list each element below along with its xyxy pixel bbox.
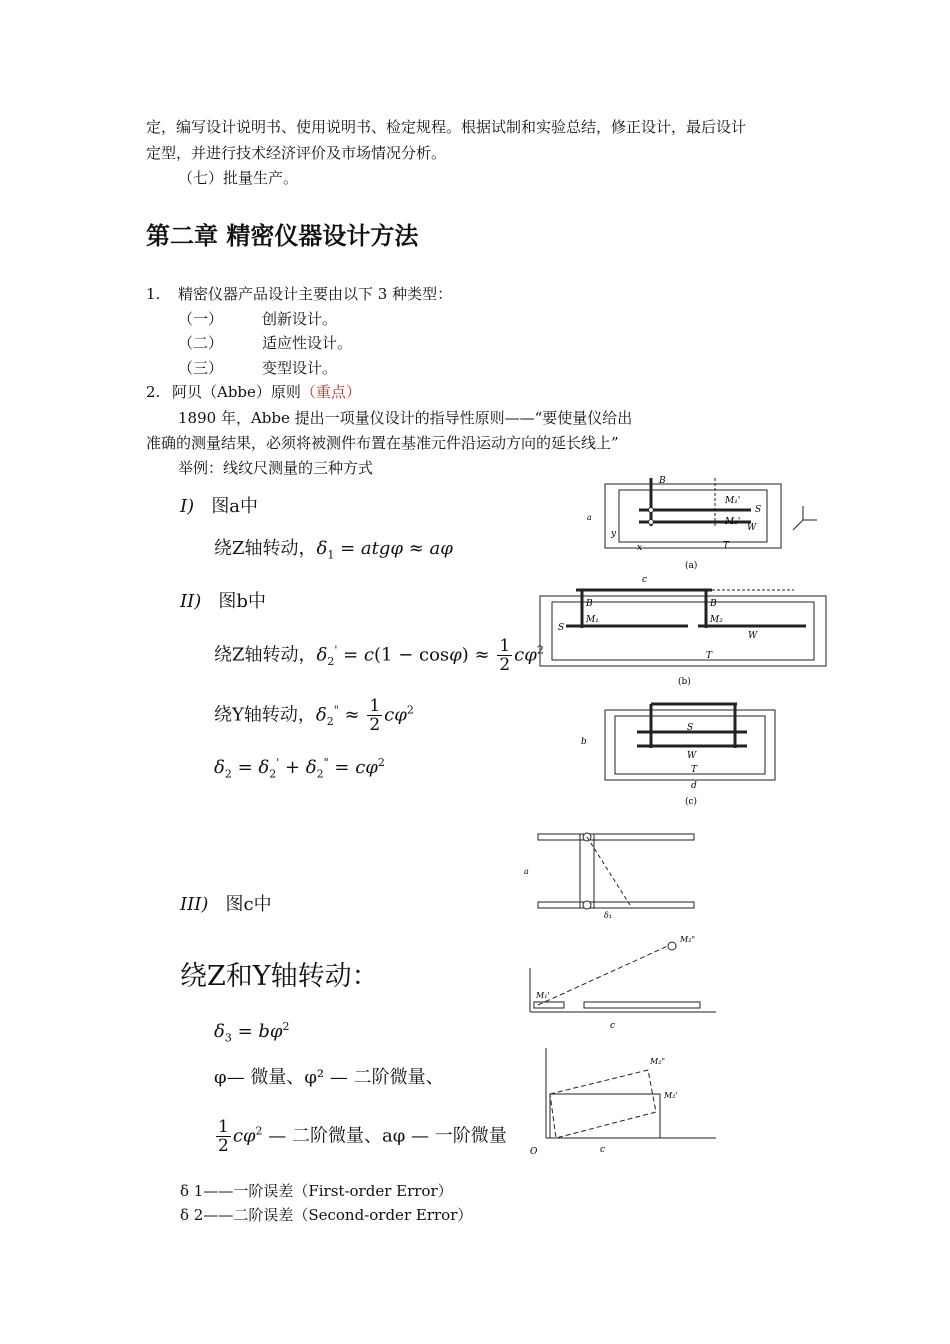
section1-text: 精密仪器产品设计主要由以下 3 种类型：	[178, 285, 453, 303]
case-2-rotation-y: 绕Y轴转动，	[214, 704, 316, 726]
section2-number: 2.	[146, 383, 161, 401]
case-2-heading	[180, 590, 266, 614]
intro-line-2: 定型，并进行技术经济评价及市场情况分析。	[146, 144, 447, 162]
figure-a	[575, 472, 835, 572]
figure-iii-bot-rotated	[550, 1070, 656, 1138]
case-3-title: 图c中	[225, 894, 272, 915]
abbe-paragraph-2: 准确的测量结果，必须将被测件布置在基准元件沿运动方向的延长线上”	[146, 434, 619, 452]
figure-iii-bot-label-m2p: M₂'	[664, 1091, 678, 1100]
list-item-num: （二）	[178, 334, 224, 352]
section1-number: 1.	[146, 285, 161, 303]
description-line-1: φ— 微量、φ² — 二阶微量、	[214, 1067, 444, 1088]
description-line-2-text: — 二阶微量、aφ — 一阶微量	[268, 1125, 507, 1147]
figure-a-label-y: y	[611, 529, 617, 539]
figure-b-label-w: W	[748, 631, 758, 641]
figure-iii-bot-label-m2pp: M₂"	[650, 1057, 666, 1066]
figure-b-label-m2: M₂	[710, 615, 723, 625]
figure-a-label-x: x	[637, 543, 643, 553]
figure-a-point-m2	[649, 520, 654, 525]
figure-iii-bot-label-c: c	[600, 1145, 606, 1155]
figure-iii-label-a: a	[524, 867, 529, 876]
figure-a-label-a: a	[587, 513, 592, 522]
figure-iii-point-m2	[583, 901, 591, 909]
error-second-order: δ 2——二阶误差（Second-order Error）	[180, 1206, 473, 1224]
error-first-order: δ 1——一阶误差（First-order Error）	[180, 1182, 453, 1200]
abbe-paragraph-1: 1890 年，Abbe 提出一项量仪设计的指导性原则——“要使量仪给出	[178, 409, 633, 427]
figure-c-label-b: b	[581, 737, 587, 747]
figure-a-label-s: S	[755, 505, 762, 515]
figure-iii-tilted-line	[587, 837, 630, 905]
section2-title-text: 阿贝（Abbe）原则	[172, 383, 301, 401]
case-1-formula: 绕Z轴转动，$\delta_1 = atg\varphi \approx a\varphi$	[214, 538, 453, 562]
figure-b-caption: (b)	[678, 677, 691, 687]
figure-iii-bot-label-o: O	[530, 1147, 538, 1157]
case-3-number: III)	[180, 894, 209, 915]
figure-c	[575, 700, 785, 810]
figure-c-label-d: d	[691, 781, 697, 791]
figure-a-caption: (a)	[685, 561, 698, 571]
figure-a-axis-z	[793, 520, 803, 530]
case-1-title: 图a中	[211, 496, 259, 517]
figure-b-label-b1: B	[586, 599, 593, 609]
figure-iii-bot-rect	[550, 1094, 660, 1138]
figure-iii-label-delta: δ₁	[604, 911, 613, 920]
case-2-formula-y: 绕Y轴转动，$\delta_2^"$ ≈ $\frac{1}{2}$ $c\varphi^2$	[214, 696, 414, 735]
case-3-heading	[180, 893, 272, 917]
case-1-heading	[180, 495, 258, 519]
figure-iii-bottom	[520, 1042, 720, 1158]
case-2-number: II)	[180, 591, 202, 612]
figure-a-frame	[605, 484, 781, 548]
figure-a-label-b: B	[659, 476, 666, 486]
case-3-rotation: 绕Z和Y轴转动：	[180, 961, 379, 992]
figure-a-label-m2p: M₂'	[725, 517, 741, 527]
figure-iii-mid-bar-right	[584, 1002, 700, 1008]
description-line-2: $\frac{1}{2}$ $c\varphi^2$ — 二阶微量、aφ — 一阶微量	[218, 1117, 507, 1156]
example-line: 举例：线纹尺测量的三种方式	[178, 459, 374, 477]
section2-title	[172, 382, 361, 402]
list-item-num: （三）	[178, 359, 224, 377]
case-1-rotation: 绕Z轴转动，	[214, 538, 317, 559]
list-item-label: 变型设计。	[262, 359, 338, 377]
figure-c-caption: (c)	[685, 797, 698, 807]
figure-b-label-s: S	[558, 623, 565, 633]
case-2-title: 图b中	[218, 591, 266, 612]
figure-a-label-t: T	[723, 541, 730, 551]
figure-c-label-s: S	[687, 723, 694, 733]
figure-b-inner-frame	[552, 602, 814, 660]
case-2-formula-sum: $\delta_2 = \delta_2' + \delta_2^" = c\varphi^2$	[214, 756, 385, 781]
case-2-formula-z: 绕Z轴转动，$\delta_2' = c(1 - \cos\varphi)$ ≈ $\frac{1}{2}$ $c\varphi^2$	[214, 636, 544, 675]
intro-line-1: 定，编写设计说明书、使用说明书、检定规程。根据试制和实验总结，修正设计，最后设计	[146, 118, 747, 136]
figure-a-label-w: W	[747, 523, 757, 533]
case-3-formula: $\delta_3 = b\varphi^2$	[214, 1020, 290, 1045]
highlight-key-point: （重点）	[300, 383, 361, 401]
figure-iii-lower-bar	[538, 902, 694, 908]
figure-iii-mid-label-m1: M₁'	[536, 991, 550, 1000]
intro-line-3: （七）批量生产。	[178, 169, 299, 187]
figure-iii-mid-label-m2: M₂"	[680, 935, 696, 944]
figure-a-point-m1	[649, 508, 654, 513]
figure-iii-mid-point-m2pp	[668, 942, 676, 950]
figure-b-label-b2: B	[710, 599, 717, 609]
figure-iii-mid-tilted-line	[538, 944, 672, 1005]
figure-c-label-w: W	[687, 751, 697, 761]
figure-iii-mid-label-c: c	[610, 1021, 616, 1031]
list-item-label: 创新设计。	[262, 310, 338, 328]
figure-a-label-m1p: M₁'	[725, 496, 741, 506]
case-1-number: I)	[180, 496, 195, 517]
chapter-title: 第二章 精密仪器设计方法	[146, 222, 419, 250]
figure-iii-middle	[520, 932, 720, 1032]
case-2-rotation-z: 绕Z轴转动，	[214, 644, 317, 666]
figure-b-label-t: T	[706, 651, 713, 661]
figure-b-label-c: c	[642, 575, 648, 585]
figure-iii-upper-bar	[538, 834, 694, 840]
list-item-label: 适应性设计。	[262, 334, 353, 352]
figure-c-label-t: T	[691, 765, 698, 775]
figure-b	[538, 572, 828, 692]
figure-a-inner-frame	[619, 490, 767, 542]
figure-iii-top	[520, 822, 700, 922]
figure-b-label-m1: M₁	[586, 615, 599, 625]
list-item-num: （一）	[178, 310, 224, 328]
